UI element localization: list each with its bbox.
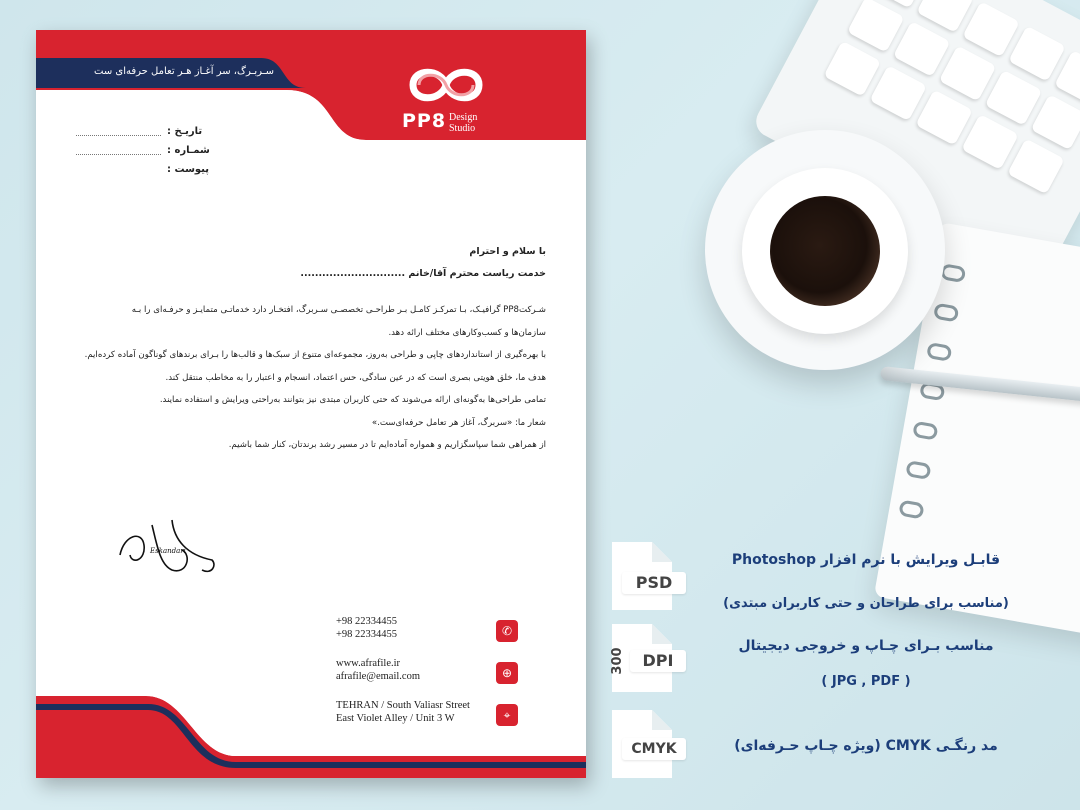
notebook-ring [898, 500, 924, 520]
feature-title: قابـل ویرایش با نرم افزار Photoshop [731, 552, 1001, 568]
phone-group [336, 616, 520, 641]
recipient-line: خدمت ریاست محترم آقا/خانم ............................. [300, 268, 546, 279]
meta-attachment [76, 160, 216, 179]
body-line: هدف ما، خلق هویتی بصری است که در عین سادگی، حس اعتماد، انسجام و اعتبار را به مخاطب منتقل کند. [165, 372, 546, 383]
slogan: سـربـرگ، سر آغـاز هـر تعامل حرفه‌ای ست [94, 66, 274, 77]
meta-dotted-line [76, 146, 161, 155]
body-line: با بهره‌گیری از استانداردهای چاپی و طراحی به‌روز، مجموعه‌ای متنوع از سبک‌ها و قالب‌ها را بـرای برندهای گوناگون آماده کرده‌ایم. [84, 350, 546, 360]
keyboard-key [985, 70, 1043, 126]
meta-label: تاریـخ : [167, 126, 203, 137]
web-group [336, 658, 520, 683]
greeting: با سلام و احترام [469, 246, 546, 257]
keyboard-key [869, 65, 927, 121]
keyboard-key [847, 0, 905, 53]
dpi-value: 300 [610, 647, 625, 675]
logo-line-studio: Studio [449, 123, 476, 134]
notebook-ring [912, 421, 938, 441]
coffee-surface [770, 196, 880, 306]
location-pin-icon: ⌖ [496, 704, 518, 726]
email-link[interactable]: afrafile@email.com [336, 670, 420, 682]
globe-icon: ⊕ [496, 662, 518, 684]
meta-blank [76, 166, 161, 174]
logo-subtitle [449, 112, 477, 134]
pp8-logo-icon [401, 60, 491, 110]
feature-beginner [716, 596, 1016, 611]
phone-number[interactable]: +98 22334455 [336, 628, 398, 640]
footer-wave [36, 696, 586, 778]
keyboard-key [915, 90, 973, 146]
keyboard-key [962, 1, 1020, 57]
feature-title: مناسب بـرای چـاپ و خروجی دیجیتال [738, 638, 994, 654]
phone-icon: ✆ [496, 620, 518, 642]
meta-label: شمـاره : [167, 145, 210, 156]
phone-number[interactable]: +98 22334455 [336, 616, 398, 627]
notebook-ring [933, 303, 959, 323]
notebook-ring [926, 342, 952, 362]
letter-meta [76, 122, 216, 179]
address-line: TEHRAN / South Valiasr Street [336, 700, 470, 711]
psd-badge: PSD [622, 572, 686, 594]
meta-date [76, 122, 216, 141]
feature-print [716, 638, 1016, 654]
meta-label: پیوست : [167, 164, 210, 175]
keyboard-key [1008, 26, 1066, 82]
letterhead-sheet [36, 30, 586, 778]
address-line: East Violet Alley / Unit 3 W [336, 712, 455, 724]
feature-subtitle: ( JPG , PDF ) [821, 674, 911, 689]
keyboard-key [824, 41, 882, 97]
keyboard-key [961, 114, 1019, 170]
keyboard-key [893, 21, 951, 77]
body-line: از همراهی شما سپاسگزاریم و همواره آماده‌ایم تا در مسیر رشد برندتان، کنار شما باشیم. [228, 440, 546, 450]
letter-body [76, 246, 546, 457]
cmyk-badge: CMYK [622, 738, 686, 760]
svg-text:Eskandari: Eskandari [150, 547, 186, 555]
logo-wordmark: PP8 [402, 110, 447, 132]
body-line: شعار ما: «سربرگ، آغاز هر تعامل حرفه‌ای‌ست.» [371, 417, 546, 428]
logo-line-design: Design [449, 112, 478, 123]
keyboard-key [1007, 138, 1065, 194]
dpi-badge: DPI [630, 650, 686, 672]
feature-title: مد رنگـی CMYK (ویژه چـاپ حـرفه‌ای) [734, 738, 998, 754]
meta-dotted-line [76, 127, 161, 136]
meta-number [76, 141, 216, 160]
feature-subtitle: (مناسب برای طراحان و حتی کاربران مبتدی) [723, 596, 1009, 611]
body-line: تمامی طراحی‌ها به‌گونه‌ای ارائه می‌شوند که حتی کاربران مبتدی نیز بتوانند به‌راحتی ویرایش و استفاده نمایند. [159, 395, 546, 405]
feature-photoshop [716, 552, 1016, 568]
notebook-ring [905, 460, 931, 480]
body-line: سازمان‌ها و کسب‌وکارهای مختلف ارائه دهد. [388, 327, 546, 338]
feature-formats [716, 674, 1016, 689]
keyboard-key [939, 45, 997, 101]
feature-cmyk [716, 738, 1016, 754]
keyboard-key [1031, 94, 1080, 150]
body-line: شـرکتPP8 گرافیـک، بـا تمرکـز کامـل بـر طراحـی تخصصـی سـربرگ، افتخـار دارد خدماتـی متمایـز و حرفـه‌ای را بـه [131, 305, 546, 315]
handwritten-signature [112, 515, 222, 585]
website-link[interactable]: www.afrafile.ir [336, 658, 401, 669]
